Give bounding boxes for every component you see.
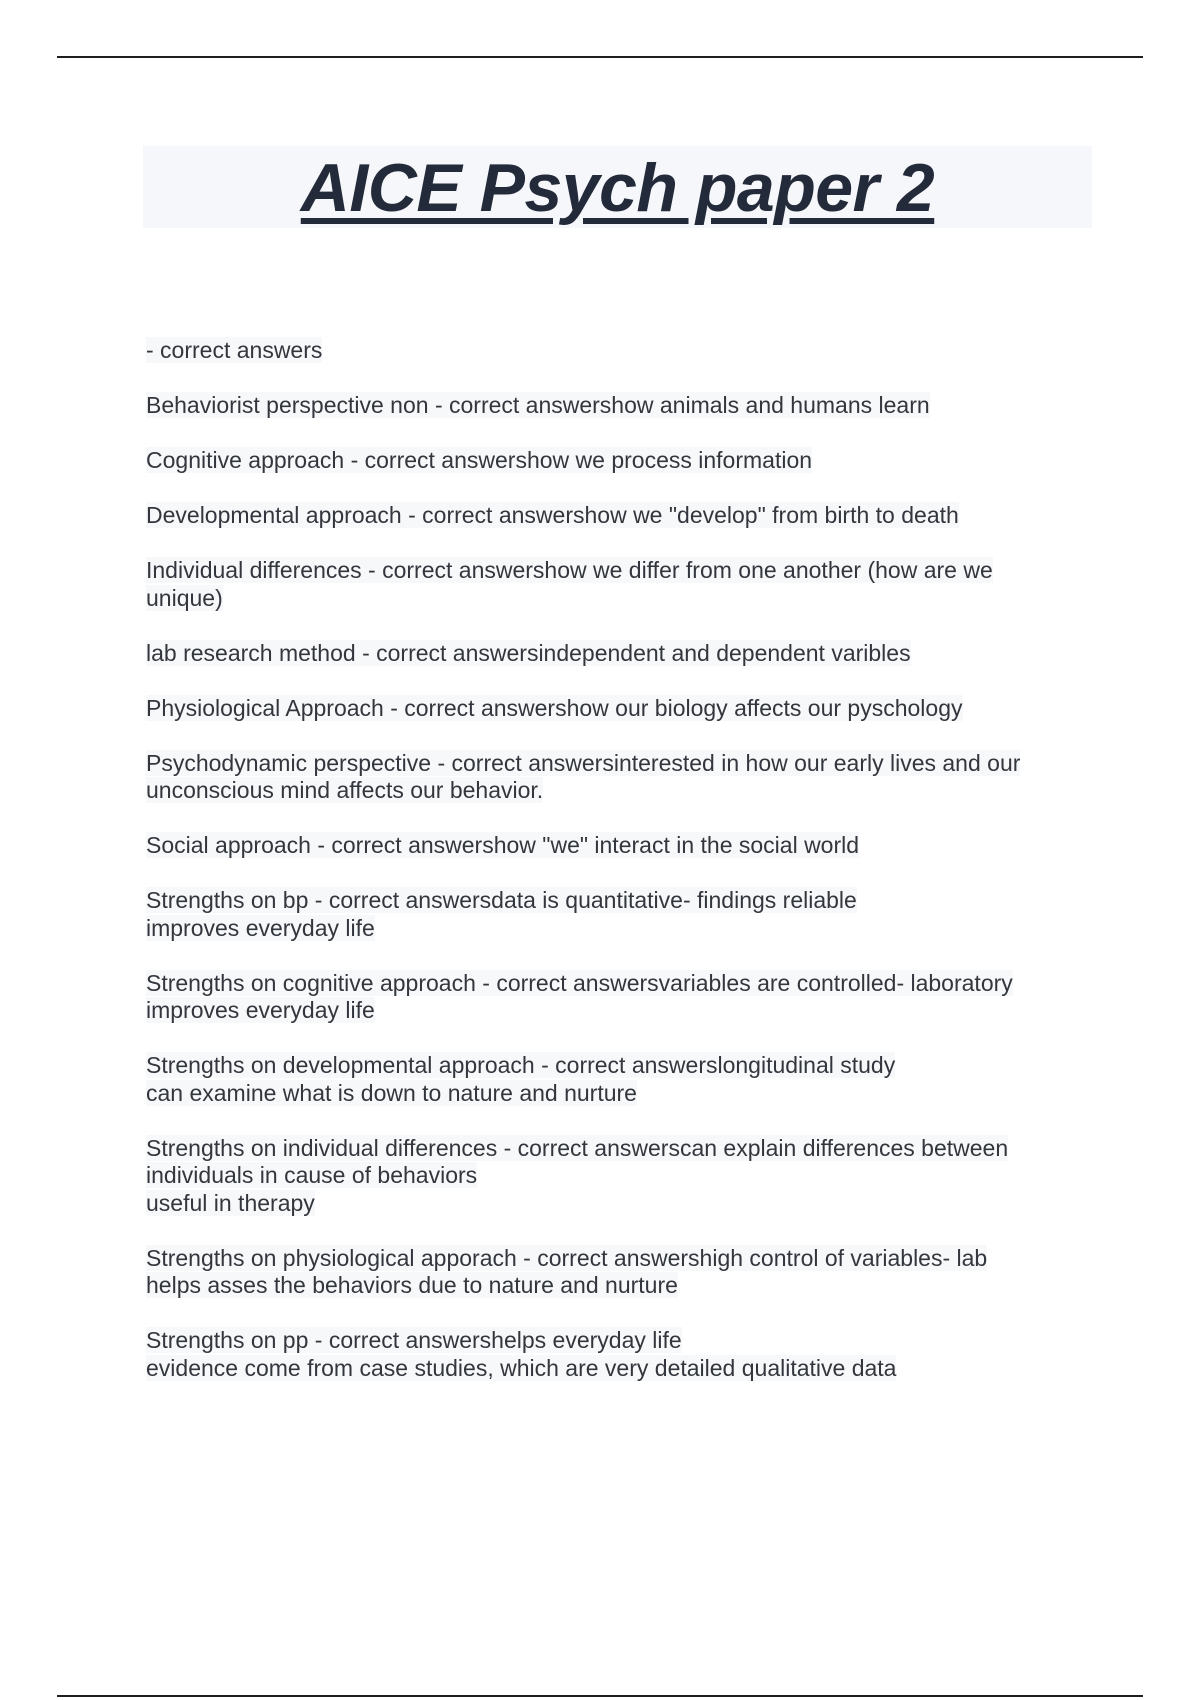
flashcard-entry (146, 447, 1086, 475)
entry-text: can examine what is down to nature and nurture (146, 1079, 637, 1106)
entry-line (146, 832, 1086, 860)
top-rule (57, 56, 1143, 58)
flashcard-entry (146, 832, 1086, 860)
entry-text: unique) (146, 584, 223, 611)
entry-line (146, 640, 1086, 668)
title-band (143, 146, 1092, 228)
entry-text: Cognitive approach - correct answershow we process information (146, 447, 813, 473)
entry-line (146, 997, 1086, 1025)
entry-line (146, 1245, 1086, 1273)
document-title: AICE Psych paper 2 (300, 150, 935, 226)
entry-text: useful in therapy (146, 1189, 315, 1216)
entry-text: - correct answers (146, 337, 323, 363)
entry-line (146, 915, 1086, 943)
entry-line (146, 887, 1086, 915)
entry-text: improves everyday life (146, 914, 375, 941)
entry-text: lab research method - correct answersindependent and dependent varibles (146, 639, 911, 666)
entry-text: Strengths on developmental approach - correct answerslongitudinal study (146, 1052, 896, 1078)
entry-text: improves everyday life (146, 997, 375, 1023)
flashcard-entry (146, 557, 1086, 612)
entry-text: Strengths on physiological apporach - correct answershigh control of variables- lab (146, 1244, 988, 1271)
entry-line (146, 337, 1086, 365)
entry-line (146, 1052, 1086, 1080)
entry-text: Strengths on pp - correct answershelps everyday life (146, 1327, 682, 1353)
entry-line (146, 502, 1086, 530)
entry-line (146, 1080, 1086, 1108)
entry-text: Physiological Approach - correct answershow our biology affects our pyschology (146, 694, 963, 721)
flashcard-entry (146, 502, 1086, 530)
entry-text: Strengths on bp - correct answersdata is quantitative- findings reliable (146, 887, 857, 913)
entry-line (146, 1135, 1086, 1163)
entry-text: evidence come from case studies, which are very detailed qualitative data (146, 1354, 897, 1381)
entry-text: Strengths on cognitive approach - correct answersvariables are controlled- laboratory (146, 969, 1013, 996)
flashcard-entry (146, 970, 1086, 1025)
entry-line (146, 750, 1086, 778)
entry-line (146, 1327, 1086, 1355)
entry-text: helps asses the behaviors due to nature and nurture (146, 1272, 678, 1298)
entry-text: unconscious mind affects our behavior. (146, 777, 544, 803)
entry-line (146, 585, 1086, 613)
flashcard-entry (146, 887, 1086, 942)
entry-text: individuals in cause of behaviors (146, 1162, 478, 1188)
flashcard-entry (146, 1052, 1086, 1107)
entry-text: Behaviorist perspective non - correct answershow animals and humans learn (146, 392, 930, 418)
flashcard-entry (146, 1135, 1086, 1218)
entry-line (146, 970, 1086, 998)
flashcard-entry (146, 1245, 1086, 1300)
entry-line (146, 1355, 1086, 1383)
entry-line (146, 557, 1086, 585)
flashcard-entry (146, 1327, 1086, 1382)
entry-line (146, 777, 1086, 805)
entry-line (146, 447, 1086, 475)
entry-line (146, 392, 1086, 420)
flashcard-entry (146, 750, 1086, 805)
entry-line (146, 1272, 1086, 1300)
flashcard-entry (146, 640, 1086, 668)
flashcard-entry (146, 695, 1086, 723)
bottom-rule (57, 1695, 1143, 1697)
entry-text: Psychodynamic perspective - correct answersinterested in how our early lives and our (146, 749, 1021, 776)
entry-text: Developmental approach - correct answershow we "develop" from birth to death (146, 502, 959, 528)
entry-text: Social approach - correct answershow "we" interact in the social world (146, 832, 860, 858)
entry-text: Individual differences - correct answershow we differ from one another (how are we (146, 557, 993, 583)
entry-line (146, 1162, 1086, 1190)
flashcard-entry (146, 392, 1086, 420)
flashcard-entry (146, 337, 1086, 365)
entry-line (146, 1190, 1086, 1218)
entry-text: Strengths on individual differences - correct answerscan explain differences between (146, 1134, 1009, 1161)
flashcard-list (146, 337, 1086, 1410)
entry-line (146, 695, 1086, 723)
